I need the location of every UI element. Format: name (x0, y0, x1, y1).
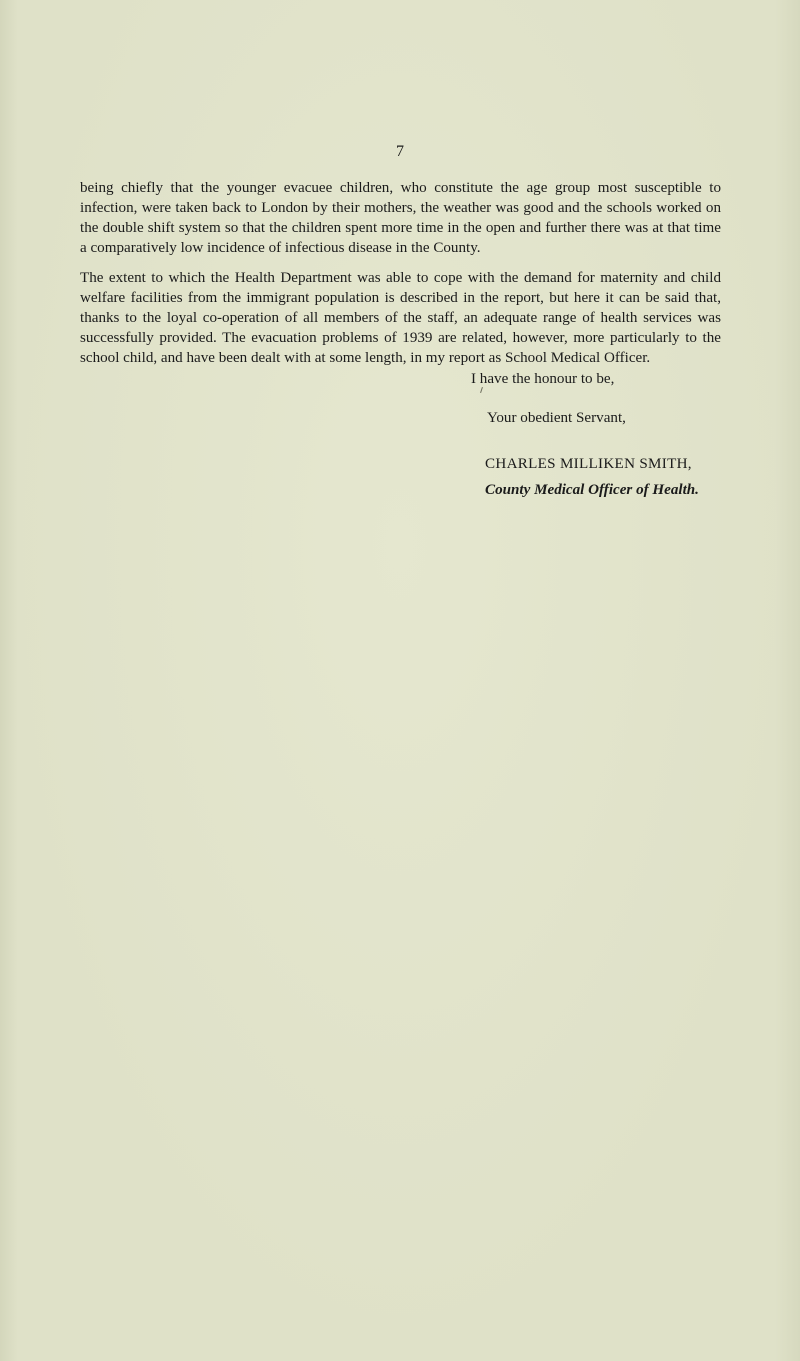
signatory-title: County Medical Officer of Health. (485, 482, 699, 498)
stray-ink-mark (480, 387, 483, 393)
paragraph-2: The extent to which the Health Department was able to cope with the demand for maternity and child welfare facilities from the immigrant population is described in the report, but here it can be said that, thanks to the loyal co-operation of all members of the staff, an adequate range of health services was successfully provided. The evacuation problems of 1939 are related, however, more particularly to the school child, and have been dealt with at some length, in my report as School Medical Officer. (80, 270, 721, 366)
page-number: 7 (396, 143, 404, 160)
paragraph-1: being chiefly that the younger evacuee children, who constitute the age group most susceptible to infection, were taken back to London by their mothers, the weather was good and the schools worked on the double shift system so that the children spent more time in the open and further there was at that time a comparatively low incidence of infectious disease in the County. (80, 180, 721, 256)
signatory-name: CHARLES MILLIKEN SMITH, (485, 456, 692, 472)
closing-honour: I have the honour to be, (471, 371, 615, 387)
closing-servant: Your obedient Servant, (487, 410, 626, 426)
